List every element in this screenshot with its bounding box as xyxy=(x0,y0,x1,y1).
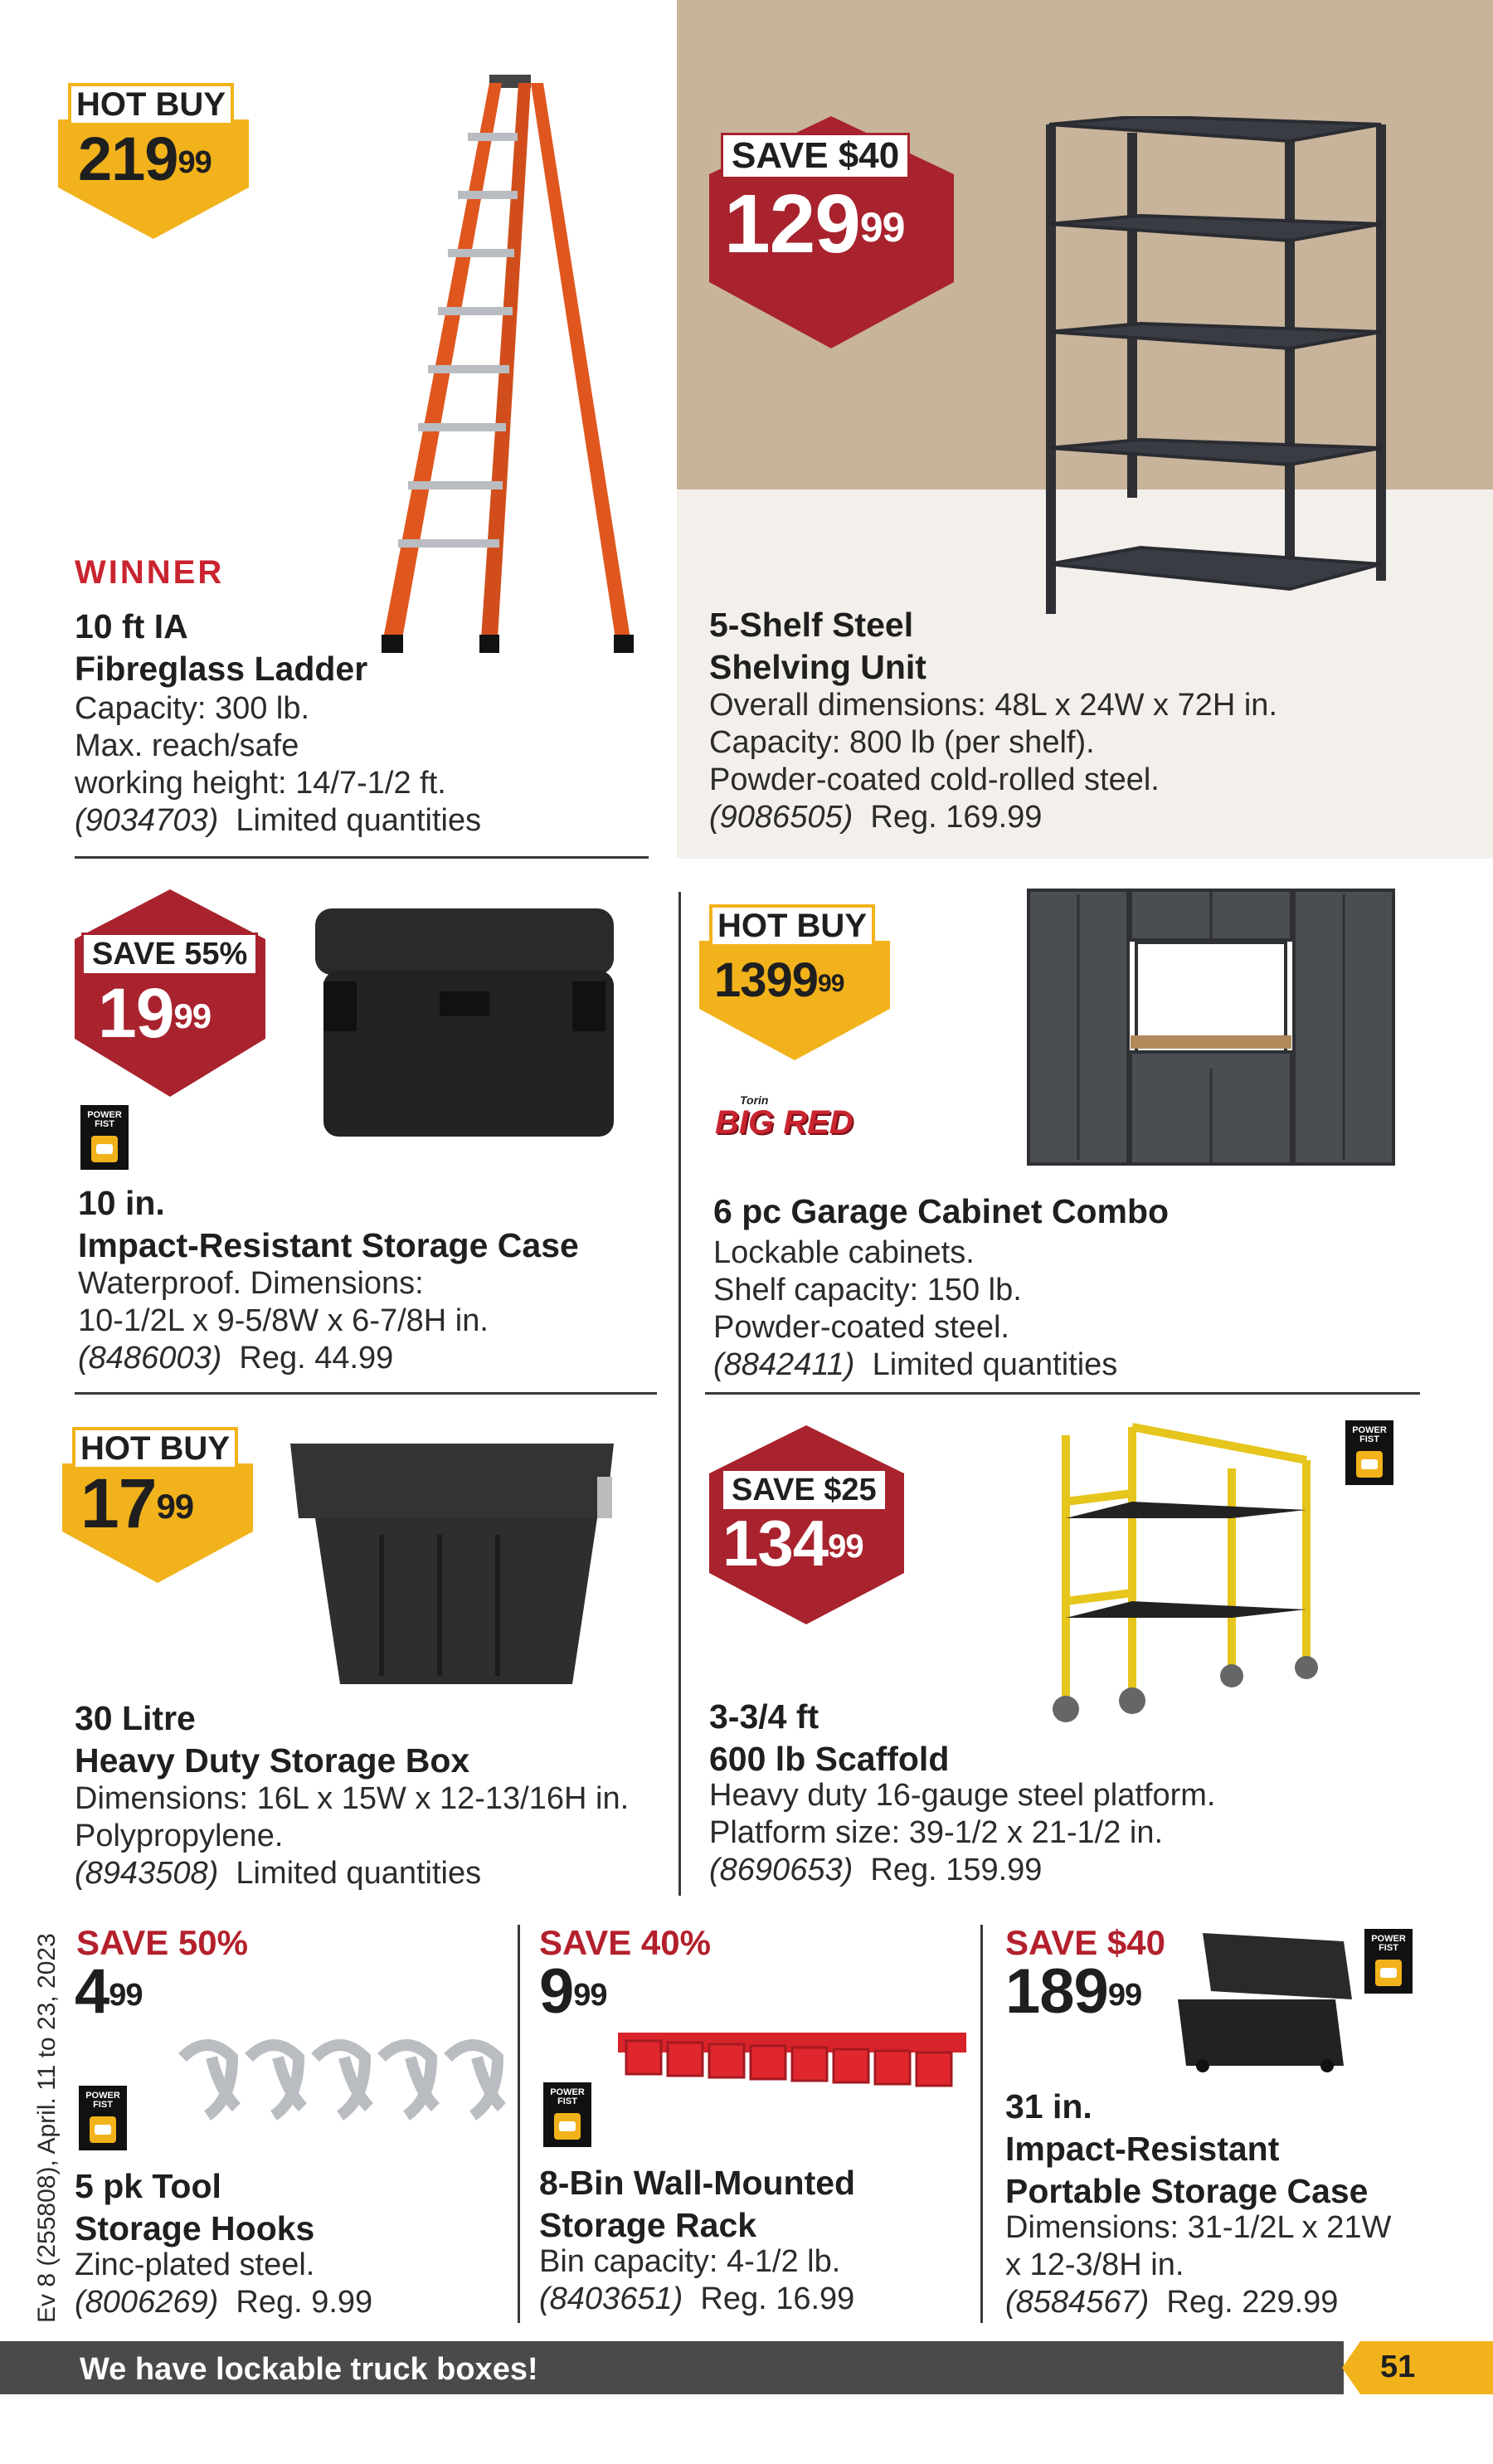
shelving-image xyxy=(1041,116,1389,622)
bin-rack-description: Bin capacity: 4-1/2 lb. (8403651) Reg. 16.99 xyxy=(539,2244,855,2316)
edition-date-text: Ev 8 (255808), April. 11 to 23, 2023 xyxy=(33,1933,61,2323)
bin-rack-save-label: SAVE 40% xyxy=(539,1923,711,1962)
power-fist-logo: POWER FIST xyxy=(1345,1420,1393,1485)
storage-box-description: Dimensions: 16L x 15W x 12-13/16H in. Polypropylene. (8943508) Limited quantities xyxy=(75,1781,630,1891)
portable-case-price: $189^{99}$ xyxy=(1005,1956,1142,2027)
badge-label: HOT BUY xyxy=(68,83,234,126)
price: $129^{99}$ xyxy=(724,178,905,270)
divider xyxy=(75,856,649,859)
storage-case-description: Waterproof. Dimensions: 10-1/2L x 9-5/8W x 6-7/8H in. (8486003) Reg. 44.99 xyxy=(78,1266,489,1376)
badge-label: HOT BUY xyxy=(709,904,875,947)
badge-label: SAVE 55% xyxy=(81,933,258,976)
divider xyxy=(980,1925,983,2323)
power-fist-logo: POWER FIST xyxy=(79,2086,127,2150)
shelving-title: 5-Shelf Steel Shelving Unit xyxy=(709,606,926,686)
storage-box-price-badge xyxy=(62,1427,261,1585)
page-number-tab xyxy=(1342,2341,1493,2394)
cabinet-description: Lockable cabinets. Shelf capacity: 150 lb. Powder-coated steel. (8842411) Limited quantities xyxy=(713,1235,1118,1382)
price: $219^{99}$ xyxy=(78,124,212,193)
badge-label: HOT BUY xyxy=(72,1427,238,1470)
ladder-image xyxy=(365,66,639,664)
portable-case-save-label: SAVE $40 xyxy=(1005,1923,1165,1962)
storage-box-title: 30 Litre Heavy Duty Storage Box xyxy=(75,1699,470,1780)
shelving-price-badge xyxy=(709,116,954,348)
hooks-save-label: SAVE 50% xyxy=(76,1923,248,1962)
power-fist-logo: POWER FIST xyxy=(80,1105,129,1170)
cabinet-price-badge xyxy=(699,904,898,1062)
scaffold-description: Heavy duty 16-gauge steel platform. Platform size: 39-1/2 x 21-1/2 in. (8690653) Reg. 159.99 xyxy=(709,1778,1216,1887)
price: $17^{99}$ xyxy=(80,1464,194,1542)
storage-box-image xyxy=(282,1427,630,1692)
scaffold-title: 3-3/4 ft 600 lb Scaffold xyxy=(709,1697,950,1778)
bin-rack-title: 8-Bin Wall-Mounted Storage Rack xyxy=(539,2164,856,2244)
hooks-price: $4^{99}$ xyxy=(75,1956,143,2027)
divider xyxy=(705,1392,1420,1395)
divider xyxy=(75,1392,657,1395)
portable-case-description: Dimensions: 31-1/2L x 21W x 12-3/8H in. (8584567) Reg. 229.99 xyxy=(1005,2210,1392,2320)
cabinet-title: 6 pc Garage Cabinet Combo xyxy=(713,1192,1170,1230)
hooks-description: Zinc-plated steel. (8006269) Reg. 9.99 xyxy=(75,2247,373,2320)
big-red-logo: Torin BIG RED xyxy=(715,1093,853,1141)
divider xyxy=(678,892,681,1896)
ladder-price-badge xyxy=(58,83,257,241)
badge-label: SAVE $40 xyxy=(721,133,910,179)
bin-rack-image xyxy=(618,2008,966,2091)
footer-banner xyxy=(0,2341,1344,2394)
cabinet-image xyxy=(1024,886,1398,1168)
storage-case-image xyxy=(299,892,630,1149)
portable-case-title: 31 in. Impact-Resistant Portable Storage Case xyxy=(1005,2087,1369,2210)
price: 1399$^{99}$ xyxy=(714,953,844,1007)
winner-logo: WINNER xyxy=(75,554,225,591)
portable-case-image xyxy=(1170,1925,1360,2074)
power-fist-logo: POWER FIST xyxy=(543,2082,591,2147)
price: $134^{99}$ xyxy=(722,1507,863,1580)
shelving-description: Overall dimensions: 48L x 24W x 72H in. Capacity: 800 lb (per shelf). Powder-coated cold-rolled steel. (9086505) Reg. 169.99 xyxy=(709,688,1278,835)
power-fist-logo: POWER FIST xyxy=(1364,1929,1413,1994)
bin-rack-price: $9^{99}$ xyxy=(539,1956,607,2027)
scaffold-image xyxy=(1041,1419,1323,1759)
badge-label: SAVE $25 xyxy=(721,1468,888,1512)
storage-case-title: 10 in. Impact-Resistant Storage Case xyxy=(78,1184,579,1264)
scaffold-price-badge xyxy=(709,1425,904,1624)
page-number: 51 xyxy=(1380,2350,1416,2384)
ladder-description: Capacity: 300 lb. Max. reach/safe working height: 14/7-1/2 ft. (9034703) Limited quantities xyxy=(75,691,482,838)
page-tab-shape xyxy=(1342,2341,1493,2394)
storage-case-price-badge xyxy=(75,889,265,1097)
ladder-title: 10 ft IA Fibreglass Ladder xyxy=(75,607,368,688)
footer-text: We have lockable truck boxes! xyxy=(80,2352,538,2387)
hooks-image xyxy=(166,2024,523,2132)
price: $19^{99}$ xyxy=(98,974,212,1052)
hooks-title: 5 pk Tool Storage Hooks xyxy=(75,2167,315,2247)
